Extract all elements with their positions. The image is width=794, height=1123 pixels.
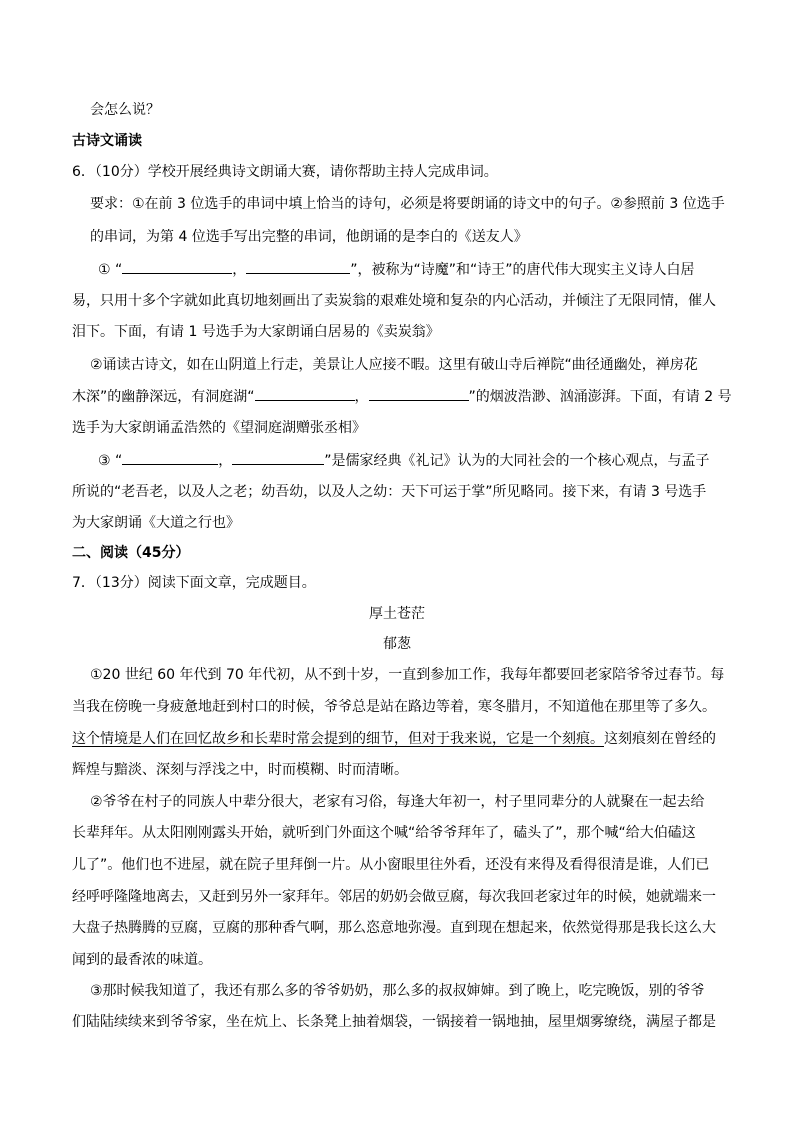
text-line: 选手为大家朗诵孟浩然的《望洞庭湖赠张丞相》 [72,420,366,436]
text-line: 儿了”。他们也不进屋，就在院子里拜倒一片。从小窗眼里往外看，还没有来得及看得很清是谁，人们已 [72,857,710,873]
text-line: 会怎么说？ [90,102,160,118]
answer-blank[interactable] [232,450,324,465]
text-line: ①20 世纪 60 年代到 70 年代初，从不到十岁，一直到参加工作，我每年都要回老家陪爷爷过春节。每 [90,667,725,683]
text-segment: 这刻痕刻在曾经的 [604,731,716,747]
text-line: ②诵读古诗文，如在山阴道上行走，美景让人应接不暇。这里有破山寺后禅院“曲径通幽处，禅房花 [90,357,698,373]
text-line: 的串词，为第 4 位选手写出完整的串词，他朗诵的是李白的《送友人》 [90,229,528,245]
fill-line-2 [72,386,732,407]
text-line: 易，只用十多个字就如此真切地刻画出了卖炭翁的艰难处境和复杂的内心活动，并倾注了无限同情，催人 [72,293,716,309]
question-7-stem: 7．（13分）阅读下面文章，完成题目。 [72,575,316,591]
text-segment: ”的烟波浩渺、汹涌澎湃。下面，有请 2 号 [468,389,732,405]
text-segment: ”，被称为“诗魔”和“诗王”的唐代伟大现实主义诗人白居 [350,262,695,278]
article-title: 厚土苍茫 [369,606,425,622]
answer-blank[interactable] [255,386,355,401]
text-line: ③那时候我知道了，我还有那么多的爷爷奶奶，那么多的叔叔婶婶。到了晚上，吃完晚饭，别的爷爷 [90,983,705,999]
question-6-stem: 6．（10分）学校开展经典诗文朗诵大赛，请你帮助主持人完成串词。 [72,164,498,180]
text-line: 所说的“老吾老，以及人之老；幼吾幼，以及人之幼：天下可运于掌”所见略同。接下来，有请 3 号选手 [72,484,707,500]
text-segment: ③ “ [98,453,123,469]
text-line: 长辈拜年。从太阳刚刚露头开始，就听到门外面这个喊“给爷爷拜年了，磕头了”，那个喊“给大伯磕这 [72,825,696,841]
text-line: 大盘子热腾腾的豆腐，豆腐的那种香气啊，那么恣意地弥漫。直到现在想起来，依然觉得那是我长这么大 [72,920,716,936]
text-line: 为大家朗诵《大道之行也》 [72,515,240,531]
text-line: 要求：①在前 3 位选手的串词中填上恰当的诗句，必须是将要朗诵的诗文中的句子。②参照前 3 位选手 [90,196,725,212]
underlined-sentence: 这个情境是人们在回忆故乡和长辈时常会提到的细节，但对于我来说，它是一个刻痕。 [72,731,604,747]
text-line: 经呼呼隆隆地离去，又赶到另外一家拜年。邻居的奶奶会做豆腐，每次我回老家过年的时候，她就端来一 [72,889,716,905]
answer-blank[interactable] [122,450,218,465]
text-line: ②爷爷在村子的同族人中辈分很大，老家有习俗，每逢大年初一，村子里同辈分的人就聚在一起去给 [90,794,705,810]
answer-blank[interactable] [122,259,232,274]
text-segment: ， [218,453,233,469]
text-line: 当我在傍晚一身疲惫地赶到村口的时候，爷爷总是站在路边等着，寒冬腊月，不知道他在那里等了多久。 [72,699,716,715]
text-line: 们陆陆续续来到爷爷家，坐在炕上、长条凳上抽着烟袋，一锅接着一锅地抽，屋里烟雾缭绕，满屋子都是 [72,1014,716,1030]
fill-line-1 [98,259,695,280]
text-segment: 木深”的幽静深远，有洞庭湖“ [72,389,255,405]
section-heading-reading: 二、阅读（45分） [72,545,190,561]
text-line: 闻到的最香浓的味道。 [72,952,212,968]
answer-blank[interactable] [246,259,350,274]
article-author: 郁葱 [383,636,411,652]
fill-line-3 [98,450,710,471]
text-line: 泪下。下面，有请 1 号选手为大家朗诵白居易的《卖炭翁》 [72,324,440,340]
text-segment: ， [354,389,369,405]
section-heading-classical-poetry: 古诗文诵读 [72,133,142,149]
text-segment: ， [232,262,247,278]
text-line: 辉煌与黯淡、深刻与浮浅之中，时而模糊、时而清晰。 [72,762,408,778]
answer-blank[interactable] [369,386,469,401]
text-segment: ”是儒家经典《礼记》认为的大同社会的一个核心观点，与孟子 [324,453,710,469]
text-line [72,729,716,749]
text-segment: ① “ [98,262,123,278]
